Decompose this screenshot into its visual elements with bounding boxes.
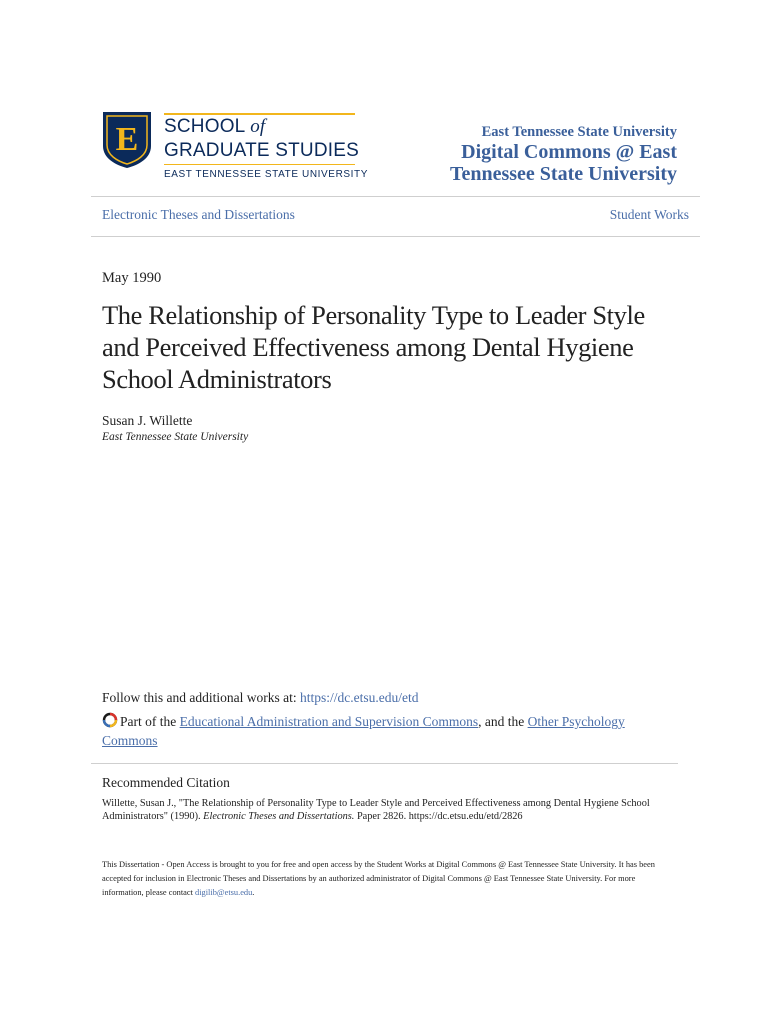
- logo-gold-rule-bottom: [164, 164, 355, 165]
- author-name: Susan J. Willette: [102, 413, 193, 428]
- institution-name: East Tennessee State University: [481, 124, 677, 140]
- publication-date: May 1990: [102, 270, 162, 286]
- logo-gold-rule-top: [164, 113, 355, 115]
- citation-divider: [91, 763, 678, 764]
- bepress-commons-icon: [102, 712, 118, 728]
- shield-letter: E: [115, 121, 139, 158]
- follow-line: [102, 690, 418, 706]
- citation-text: Willette, Susan J., "The Relationship of Personality Type to Leader Style and Perceived Effectiveness among Dental Hygiene School Administrators" (1990). Electronic Theses and Dissertations. Paper 2826. https://dc.etsu.edu/etd/2826: [102, 798, 650, 822]
- other-psychology-commons-link[interactable]: Other Psychology Commons: [102, 714, 625, 748]
- logo-graduate-studies-text: GRADUATE STUDIES: [164, 140, 359, 161]
- part-of-line: [102, 712, 682, 750]
- student-works-link[interactable]: Student Works: [609, 207, 689, 222]
- contact-email-link[interactable]: digilib@etsu.edu: [195, 888, 253, 897]
- recommended-citation-heading: Recommended Citation: [102, 775, 230, 790]
- citation-series: Electronic Theses and Dissertations.: [203, 811, 355, 822]
- logo-school-text: SCHOOL of: [164, 116, 266, 137]
- follow-url-link[interactable]: https://dc.etsu.edu/etd: [300, 690, 419, 705]
- part-of-label: Part of the: [120, 714, 177, 729]
- follow-label: Follow this and additional works at:: [102, 690, 297, 705]
- document-title: The Relationship of Personality Type to Leader Style and Perceived Effectiveness among Dental Hygiene School Administrators: [102, 300, 645, 394]
- nav-divider: [91, 236, 700, 237]
- author-affiliation: East Tennessee State University: [102, 431, 249, 443]
- etd-collection-link[interactable]: Electronic Theses and Dissertations: [102, 207, 295, 222]
- and-the-text: , and the: [478, 714, 525, 729]
- repository-name[interactable]: Digital Commons @ East Tennessee State University: [449, 141, 677, 185]
- header-divider: [91, 196, 700, 197]
- etsu-shield-logo: [101, 110, 153, 170]
- logo-university-text: EAST TENNESSEE STATE UNIVERSITY: [164, 169, 369, 180]
- open-access-notice: This Dissertation - Open Access is brought to you for free and open access by the Student Works at Digital Commons @ East Tennessee State University. It has been accepted for inclusion in Electronic Theses and Dissertations by an authorized administrator of Digital Commons @ East Tennessee State University. For more information, please contact digilib@etsu.edu.: [102, 860, 655, 897]
- educational-administration-commons-link[interactable]: Educational Administration and Supervision Commons: [179, 714, 479, 729]
